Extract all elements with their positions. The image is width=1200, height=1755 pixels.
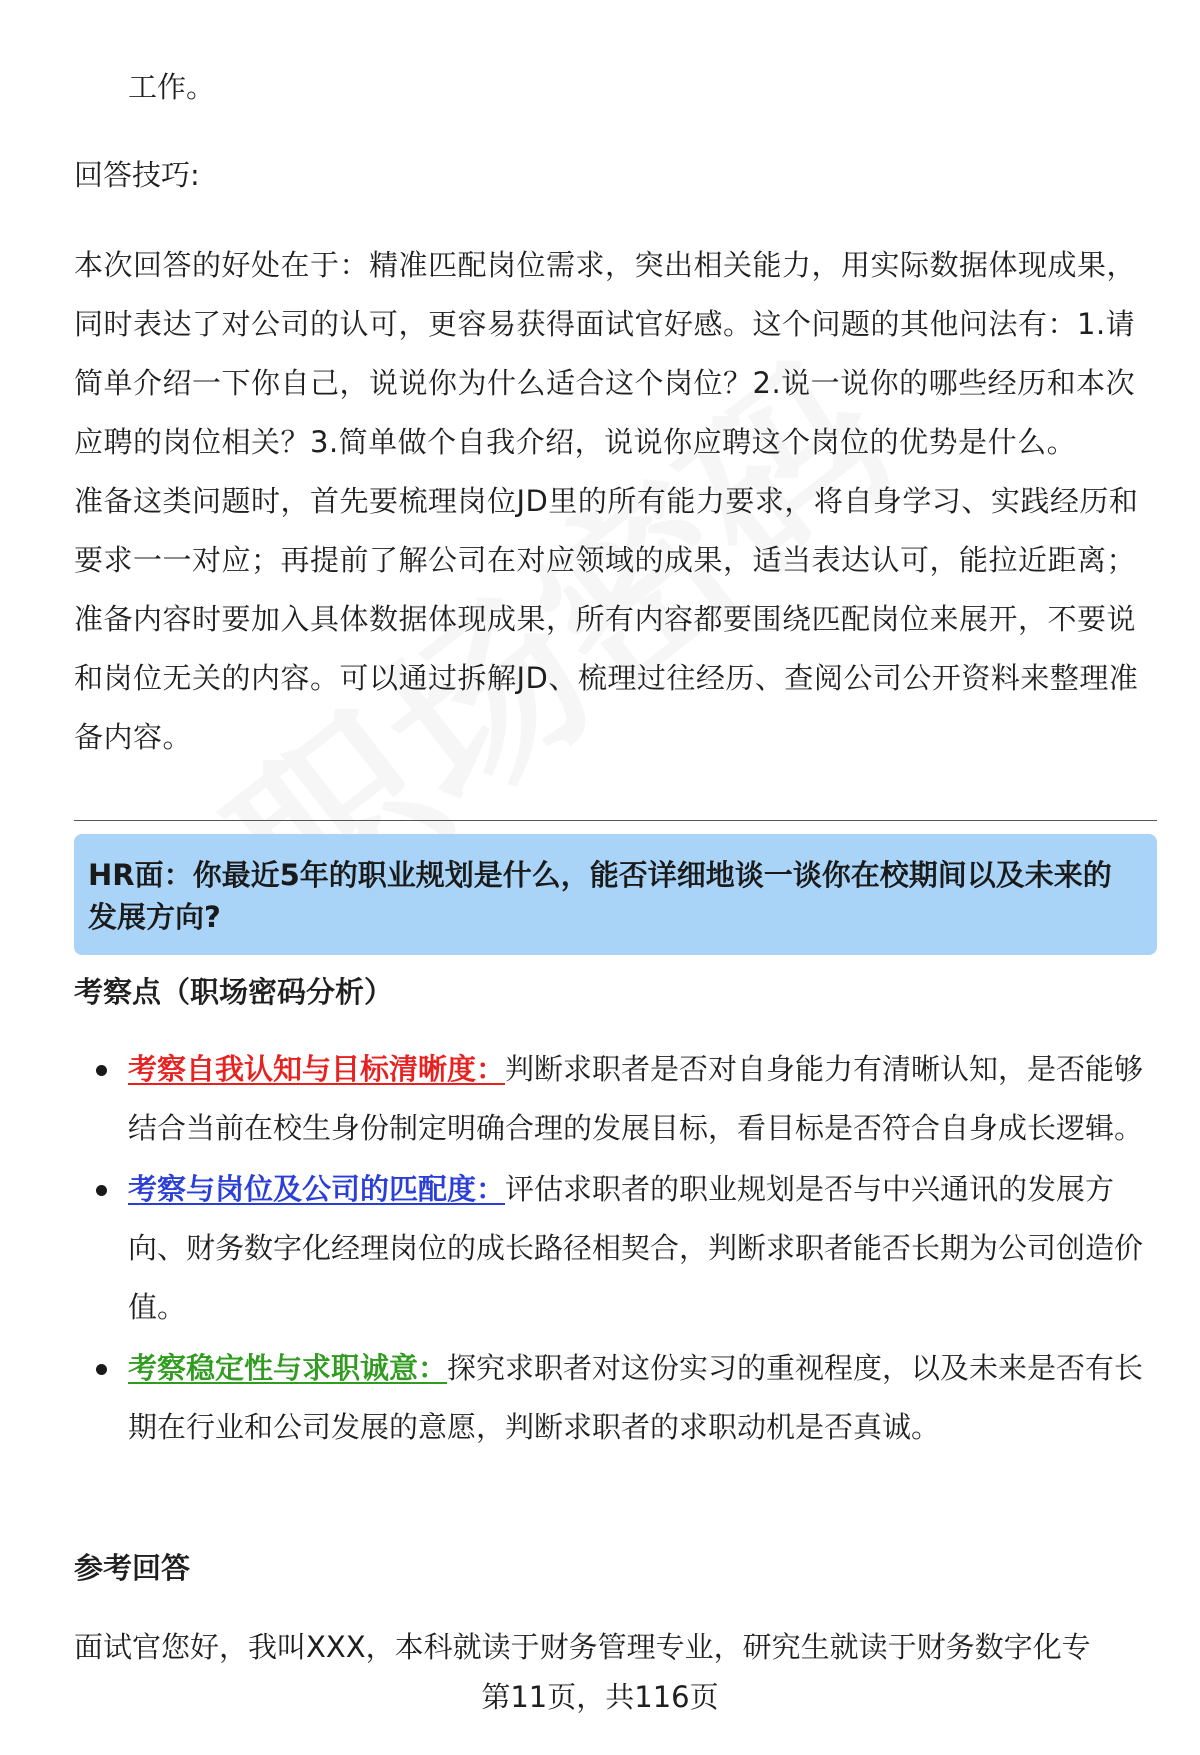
list-item <box>74 1040 1157 1158</box>
tips-label: 回答技巧: <box>74 158 200 192</box>
bullet-icon <box>96 1364 107 1375</box>
bullet-icon <box>96 1185 107 1196</box>
point-title: 考察稳定性与求职诚意： <box>128 1351 448 1385</box>
continued-text: 工作。 <box>128 70 216 104</box>
list-item <box>74 1160 1157 1337</box>
point-text: 评估求职者的职业规划是否与中兴通讯的发展方向、财务数字化经理岗位的成长路径相契合，判断求职者能否长期为公司创造价值。 <box>128 1172 1144 1324</box>
tips-paragraph-1: 本次回答的好处在于：精准匹配岗位需求，突出相关能力，用实际数据体现成果，同时表达了对公司的认可，更容易获得面试官好感。这个问题的其他问法有：1.请简单介绍一下你自己，说说你为什么适合这个岗位？2.说一说你的哪些经历和本次应聘的岗位相关？3.简单做个自我介绍，说说你应聘这个岗位的优势是什么。 <box>74 248 1137 459</box>
section-divider <box>74 820 1157 821</box>
question-text: HR面：你最近5年的职业规划是什么，能否详细地谈一谈你在校期间以及未来的发展方向? <box>88 858 1112 934</box>
reference-heading: 参考回答 <box>74 1551 191 1585</box>
point-title: 考察与岗位及公司的匹配度： <box>128 1172 506 1206</box>
bullet-icon <box>96 1065 107 1076</box>
tips-paragraph-2: 准备这类问题时，首先要梳理岗位JD里的所有能力要求，将自身学习、实践经历和要求一一对应；再提前了解公司在对应领域的成果，适当表达认可，能拉近距离；准备内容时要加入具体数据体现成果，所有内容都要围绕匹配岗位来展开，不要说和岗位无关的内容。可以通过拆解JD、梳理过往经历、查阅公司公开资料来整理准备内容。 <box>74 484 1139 754</box>
point-text: 判断求职者是否对自身能力有清晰认知，是否能够结合当前在校生身份制定明确合理的发展目标，看目标是否符合自身成长逻辑。 <box>128 1052 1144 1145</box>
point-text: 探究求职者对这份实习的重视程度，以及未来是否有长期在行业和公司发展的意愿，判断求职者的求职动机是否真诚。 <box>128 1351 1144 1444</box>
page-footer: 第11页，共116页 <box>481 1680 719 1714</box>
tips-body <box>74 236 1157 767</box>
question-box <box>74 834 1157 955</box>
reference-answer: 面试官您好，我叫XXX，本科就读于财务管理专业，研究生就读于财务数字化专 <box>74 1630 1091 1664</box>
point-title: 考察自我认知与目标清晰度： <box>128 1052 506 1086</box>
assessment-heading: 考察点（职场密码分析） <box>74 975 394 1009</box>
list-item <box>74 1339 1157 1457</box>
assessment-list <box>74 1040 1157 1459</box>
